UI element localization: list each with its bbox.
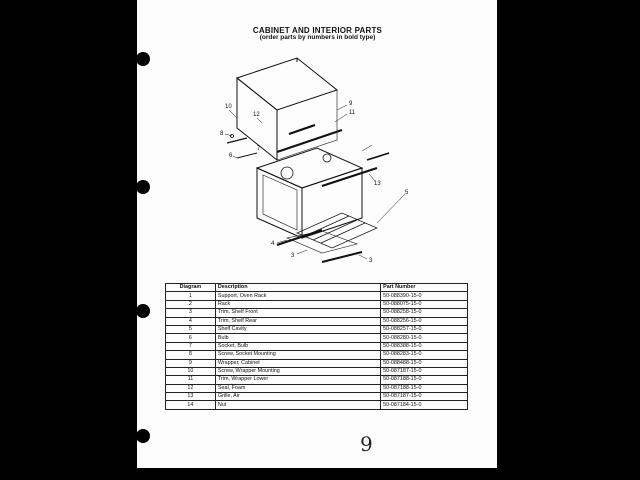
handwritten-page-number: 9 [360,432,373,456]
description-cell: Socket, Bulb [215,342,380,350]
parts-table [165,283,468,410]
table-row [166,317,468,325]
callout: 12 [253,112,260,118]
part-number-cell: 50-088256-15-0 [381,317,468,325]
part-number-cell: 50-087187-15-0 [381,367,468,375]
diagram-number-cell: 5 [166,325,216,333]
part-number-cell: 50-087188-15-0 [381,376,468,384]
description-cell: Nut [215,401,380,409]
oven-cavity-drawing [257,148,362,238]
table-row [166,376,468,384]
description-cell: Seal, Foam [215,384,380,392]
description-cell: Shelf Cavity [215,325,380,333]
callout: 8 [220,131,224,137]
binder-hole [136,429,150,443]
scan-border-bottom [137,468,498,480]
description-cell: Trim, Shelf Rear [215,317,380,325]
diagram-number-cell: 7 [166,342,216,350]
part-number-cell: 50-088075-15-0 [381,300,468,308]
table-row [166,325,468,333]
description-cell: Wrapper, Cabinet [215,359,380,367]
column-header: Description [215,284,380,292]
description-cell: Trim, Shelf Front [215,309,380,317]
diagram-number-cell: 10 [166,367,216,375]
scan-border-right [497,0,640,480]
page-subtitle: (order parts by numbers in bold type) [259,34,376,41]
description-cell: Trim, Wrapper Lower [215,376,380,384]
table-row [166,384,468,392]
diagram-number-cell: 14 [166,401,216,409]
callout: 13 [374,181,381,187]
part-number-cell: 50-088488-15-0 [381,359,468,367]
description-cell: Screw, Socket Mounting [215,351,380,359]
table-row [166,334,468,342]
column-header: Diagram [166,284,216,292]
description-cell: Grille, Air [215,393,380,401]
description-cell: Bulb [215,334,380,342]
cabinet-wrapper-drawing [237,58,337,160]
table-row [166,292,468,300]
oven-rack-drawing [297,213,377,248]
table-row [166,359,468,367]
binder-hole [136,304,150,318]
callout: 5 [405,190,409,196]
part-number-cell: 50-088390-15-0 [381,292,468,300]
table-row [166,367,468,375]
diagram-number-cell: 13 [166,393,216,401]
parts-table-body [166,292,468,409]
callout: 9 [349,101,353,107]
diagram-number-cell: 11 [166,376,216,384]
table-row [166,342,468,350]
callout: 3 [291,253,295,259]
callout: 7 [257,146,261,152]
callout: 6 [229,153,233,159]
part-number-cell: 50-088258-15-0 [381,309,468,317]
part-number-cell: 50-087188-15-0 [381,384,468,392]
column-header: Part Number [381,284,468,292]
table-row [166,393,468,401]
page-title: CABINET AND INTERIOR PARTS [252,26,383,35]
table-row [166,401,468,409]
diagram-number-cell: 6 [166,334,216,342]
callout: 3 [369,258,373,264]
diagram-number-cell: 9 [166,359,216,367]
part-number-cell: 50-088257-15-0 [381,325,468,333]
part-number-cell: 50-088388-15-0 [381,342,468,350]
diagram-number-cell: 8 [166,351,216,359]
callout: 11 [349,110,356,116]
description-cell: Support, Oven Rack [215,292,380,300]
part-number-cell: 50-087187-15-0 [381,393,468,401]
table-row [166,300,468,308]
part-number-cell: 50-088280-15-0 [381,334,468,342]
callout: 10 [225,104,232,110]
exploded-parts-diagram [137,48,498,278]
diagram-number-cell: 2 [166,300,216,308]
description-cell: Screw, Wrapper Mounting [215,367,380,375]
diagram-number-cell: 4 [166,317,216,325]
callout: 4 [271,241,275,247]
part-number-cell: 50-088283-15-0 [381,351,468,359]
table-row [166,351,468,359]
part-number-cell: 50-087184-15-0 [381,401,468,409]
description-cell: Rack [215,300,380,308]
diagram-number-cell: 3 [166,309,216,317]
diagram-number-cell: 1 [166,292,216,300]
table-header-row [166,284,468,292]
diagram-number-cell: 12 [166,384,216,392]
table-row [166,309,468,317]
